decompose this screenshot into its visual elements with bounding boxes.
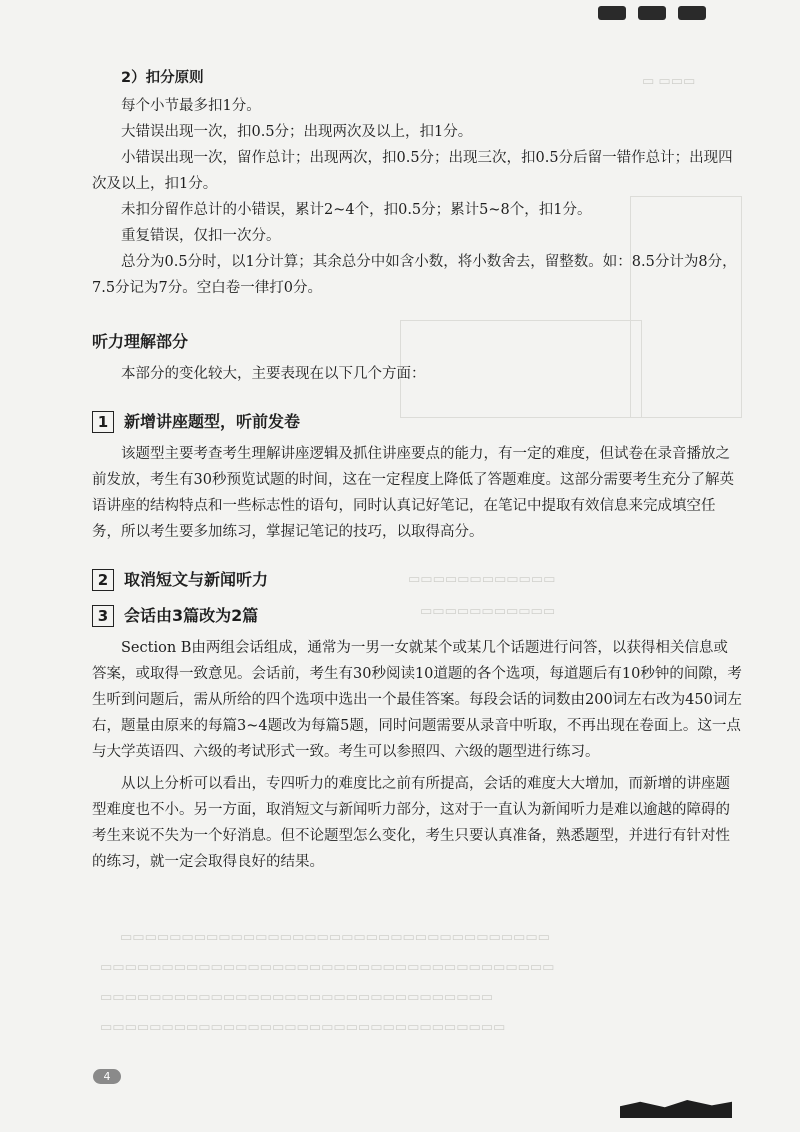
scoring-rule: 重复错误，仅扣一次分。 bbox=[121, 228, 281, 244]
bleed-through-text: ▭▭▭▭▭▭▭▭▭▭▭▭▭▭▭▭▭▭▭▭▭▭▭▭▭▭▭▭▭▭▭▭▭ bbox=[100, 1020, 506, 1035]
conclusion-paragraph: 从以上分析可以看出，专四听力的难度比之前有所提高，会话的难度大大增加，而新增的讲座题型难度也不小。另一方面，取消短文与新闻听力部分，这对于一直认为新闻听力是难以逾越的障碍的考生来说不失为一个好消息。但不论题型怎么变化，考生只要认真准备，熟悉题型，并进行有针对性的练习，就一定会取得良好的结果。 bbox=[92, 776, 730, 870]
item-number-box: 3 bbox=[92, 605, 114, 627]
change-item-heading bbox=[92, 603, 742, 629]
item-title: 新增讲座题型，听前发卷 bbox=[124, 412, 301, 431]
item-number-box: 2 bbox=[92, 569, 114, 591]
item-title: 会话由3篇改为2篇 bbox=[124, 606, 259, 625]
item-paragraph: Section B由两组会话组成，通常为一男一女就某个或某几个话题进行问答，以获得相关信息或答案，或取得一致意见。会话前，考生有30秒阅读10道题的各个选项，每道题后有10秒钟的间隙，考生听到问题后，需从所给的四个选项中选出一个最佳答案。每段会话的词数由200词左右改为450词左右，题量由原来的每篇3~4题改为每篇5题，同时问题需要从录音中听取，不再出现在卷面上。这一点与大学英语四、六级的考试形式一致。考生可以参照四、六级的题型进行练习。 bbox=[92, 640, 742, 760]
scoring-rule: 每个小节最多扣1分。 bbox=[121, 98, 261, 114]
top-corner-marks bbox=[598, 6, 706, 20]
change-item-heading bbox=[92, 567, 742, 593]
bleed-through-text: ▭▭▭▭▭▭▭▭▭▭▭▭▭▭▭▭▭▭▭▭▭▭▭▭▭▭▭▭▭▭▭▭▭▭▭▭▭ bbox=[100, 960, 555, 975]
bleed-through-text: ▭▭▭▭▭▭▭▭▭▭▭▭▭▭▭▭▭▭▭▭▭▭▭▭▭▭▭▭▭▭▭▭▭▭▭ bbox=[120, 930, 550, 945]
listening-section-title: 听力理解部分 bbox=[92, 332, 189, 351]
scoring-rule: 小错误出现一次，留作总计；出现两次，扣0.5分；出现三次，扣0.5分后留一错作总计；出现四次及以上，扣1分。 bbox=[92, 150, 733, 192]
item-title: 取消短文与新闻听力 bbox=[124, 570, 269, 589]
page-number: 4 bbox=[93, 1069, 121, 1084]
change-item-heading bbox=[92, 409, 742, 435]
bleed-through-text: ▭ ▭▭▭ bbox=[642, 74, 696, 89]
page-content bbox=[92, 66, 742, 875]
bleed-through-text: ▭▭▭▭▭▭▭▭▭▭▭▭ bbox=[408, 572, 556, 587]
scoring-rule: 大错误出现一次，扣0.5分；出现两次及以上，扣1分。 bbox=[121, 124, 473, 140]
item-paragraph: 该题型主要考查考生理解讲座逻辑及抓住讲座要点的能力，有一定的难度，但试卷在录音播放之前发放，考生有30秒预览试题的时间，这在一定程度上降低了答题难度。这部分需要考生充分了解英语讲座的结构特点和一些标志性的语句，同时认真记好笔记，在笔记中提取有效信息来完成填空任务，所以考生要多加练习，掌握记笔记的技巧，以取得高分。 bbox=[92, 446, 734, 540]
bottom-corner-mark bbox=[620, 1100, 732, 1118]
bleed-through-text: ▭▭▭▭▭▭▭▭▭▭▭▭▭▭▭▭▭▭▭▭▭▭▭▭▭▭▭▭▭▭▭▭ bbox=[100, 990, 494, 1005]
listening-intro: 本部分的变化较大，主要表现在以下几个方面： bbox=[121, 366, 426, 382]
bleed-through-text: ▭▭▭▭▭▭▭▭▭▭▭ bbox=[420, 604, 556, 619]
scoring-rule: 未扣分留作总计的小错误，累计2~4个，扣0.5分；累计5~8个，扣1分。 bbox=[121, 202, 592, 218]
item-number-box: 1 bbox=[92, 411, 114, 433]
scoring-principles-heading: 2）扣分原则 bbox=[121, 70, 204, 86]
scoring-rule: 总分为0.5分时，以1分计算；其余总分中如含小数，将小数舍去，留整数。如：8.5分计为8分，7.5分记为7分。空白卷一律打0分。 bbox=[92, 254, 737, 296]
